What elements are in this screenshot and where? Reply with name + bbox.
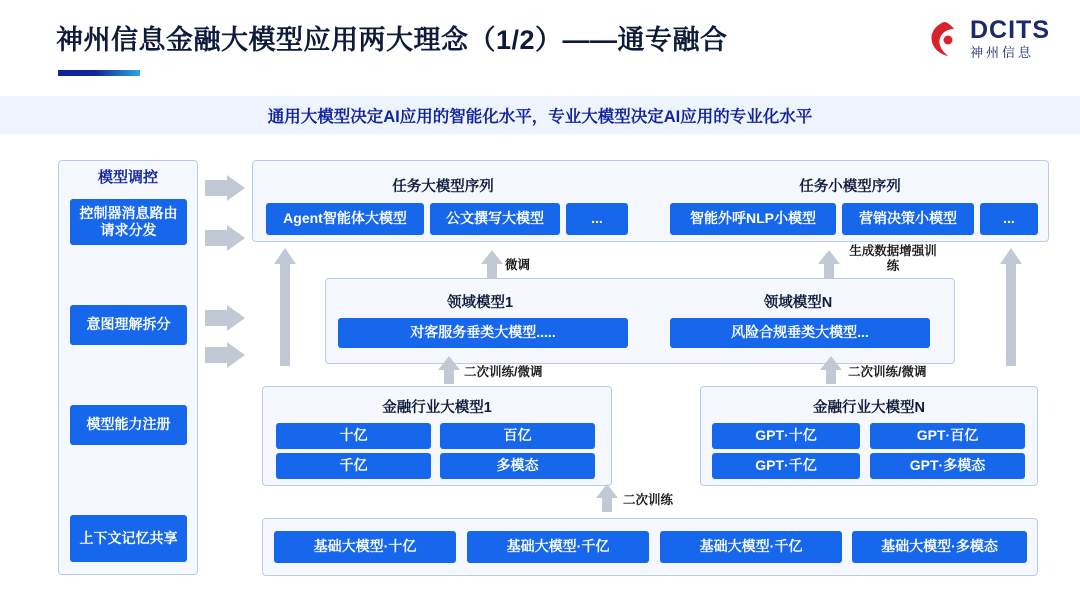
left-item-1[interactable]: 意图理解拆分: [70, 305, 187, 345]
task-large-item-0[interactable]: Agent智能体大模型: [266, 203, 424, 235]
industry-model-1-item-2[interactable]: GPT·千亿: [712, 453, 860, 479]
company-logo: [928, 18, 1050, 59]
domain-model-item-0[interactable]: 对客服务垂类大模型.....: [338, 318, 628, 348]
left-panel-title: 模型调控: [97, 169, 158, 186]
base-model-3[interactable]: 基础大模型·多模态: [852, 531, 1027, 563]
arrow-up-data-aug: [818, 250, 840, 278]
arrow-up-finetune: [481, 250, 503, 278]
domain-model-title-1: 领域模型N: [763, 295, 833, 311]
industry-model-0-item-2[interactable]: 千亿: [276, 453, 431, 479]
task-large-title: 任务大模型序列: [392, 179, 494, 195]
logo-sub-text: 神州信息: [970, 45, 1035, 60]
arrow-up-left-edge: [274, 248, 296, 366]
industry-model-0-item-3[interactable]: 多模态: [440, 453, 595, 479]
label-data-aug: 生成数据增强训练: [849, 244, 937, 273]
label-finetune: 微调: [505, 258, 531, 272]
task-small-item-1[interactable]: 营销决策小模型: [842, 203, 974, 235]
industry-model-1-item-1[interactable]: GPT·百亿: [870, 423, 1025, 449]
flow-arrow-right-0: [205, 175, 247, 201]
base-model-0[interactable]: 基础大模型·十亿: [274, 531, 456, 563]
arrow-up-retrain-base: [596, 484, 618, 512]
domain-model-title-0: 领域模型1: [446, 295, 514, 311]
arrow-up-retrain-left: [438, 356, 460, 384]
industry-model-1-item-3[interactable]: GPT·多模态: [870, 453, 1025, 479]
title-underline: [58, 70, 140, 76]
page-title: 神州信息金融大模型应用两大理念（1/2）——通专融合: [56, 25, 728, 55]
left-item-0[interactable]: 控制器消息路由请求分发: [70, 199, 187, 245]
task-small-item-0[interactable]: 智能外呼NLP小模型: [670, 203, 836, 235]
logo-text: [970, 18, 1050, 59]
label-retrain-left: 二次训练/微调: [464, 365, 543, 379]
label-retrain-right: 二次训练/微调: [848, 365, 927, 379]
flow-arrow-right-3: [205, 342, 247, 368]
label-retrain-base: 二次训练: [623, 493, 674, 507]
logo-mark-icon: [928, 20, 962, 58]
industry-model-title-0: 金融行业大模型1: [382, 400, 492, 416]
industry-model-title-1: 金融行业大模型N: [813, 400, 925, 416]
industry-model-0-item-1[interactable]: 百亿: [440, 423, 595, 449]
domain-model-item-1[interactable]: 风险合规垂类大模型...: [670, 318, 930, 348]
left-item-3[interactable]: 上下文记忆共享: [70, 515, 187, 562]
base-model-1[interactable]: 基础大模型·千亿: [467, 531, 649, 563]
task-small-title: 任务小模型序列: [799, 179, 901, 195]
industry-model-0-item-0[interactable]: 十亿: [276, 423, 431, 449]
left-item-2[interactable]: 模型能力注册: [70, 405, 187, 445]
task-large-item-2[interactable]: ...: [566, 203, 628, 235]
subtitle-text: 通用大模型决定AI应用的智能化水平，专业大模型决定AI应用的专业化水平: [267, 108, 813, 126]
industry-model-1-item-0[interactable]: GPT·十亿: [712, 423, 860, 449]
arrow-up-retrain-right: [820, 356, 842, 384]
flow-arrow-right-2: [205, 305, 247, 331]
logo-main-text: DCITS: [970, 16, 1050, 44]
task-small-item-2[interactable]: ...: [980, 203, 1038, 235]
base-model-2[interactable]: 基础大模型·千亿: [660, 531, 842, 563]
task-large-item-1[interactable]: 公文撰写大模型: [430, 203, 560, 235]
arrow-up-right-edge: [1000, 248, 1022, 366]
flow-arrow-right-1: [205, 225, 247, 251]
